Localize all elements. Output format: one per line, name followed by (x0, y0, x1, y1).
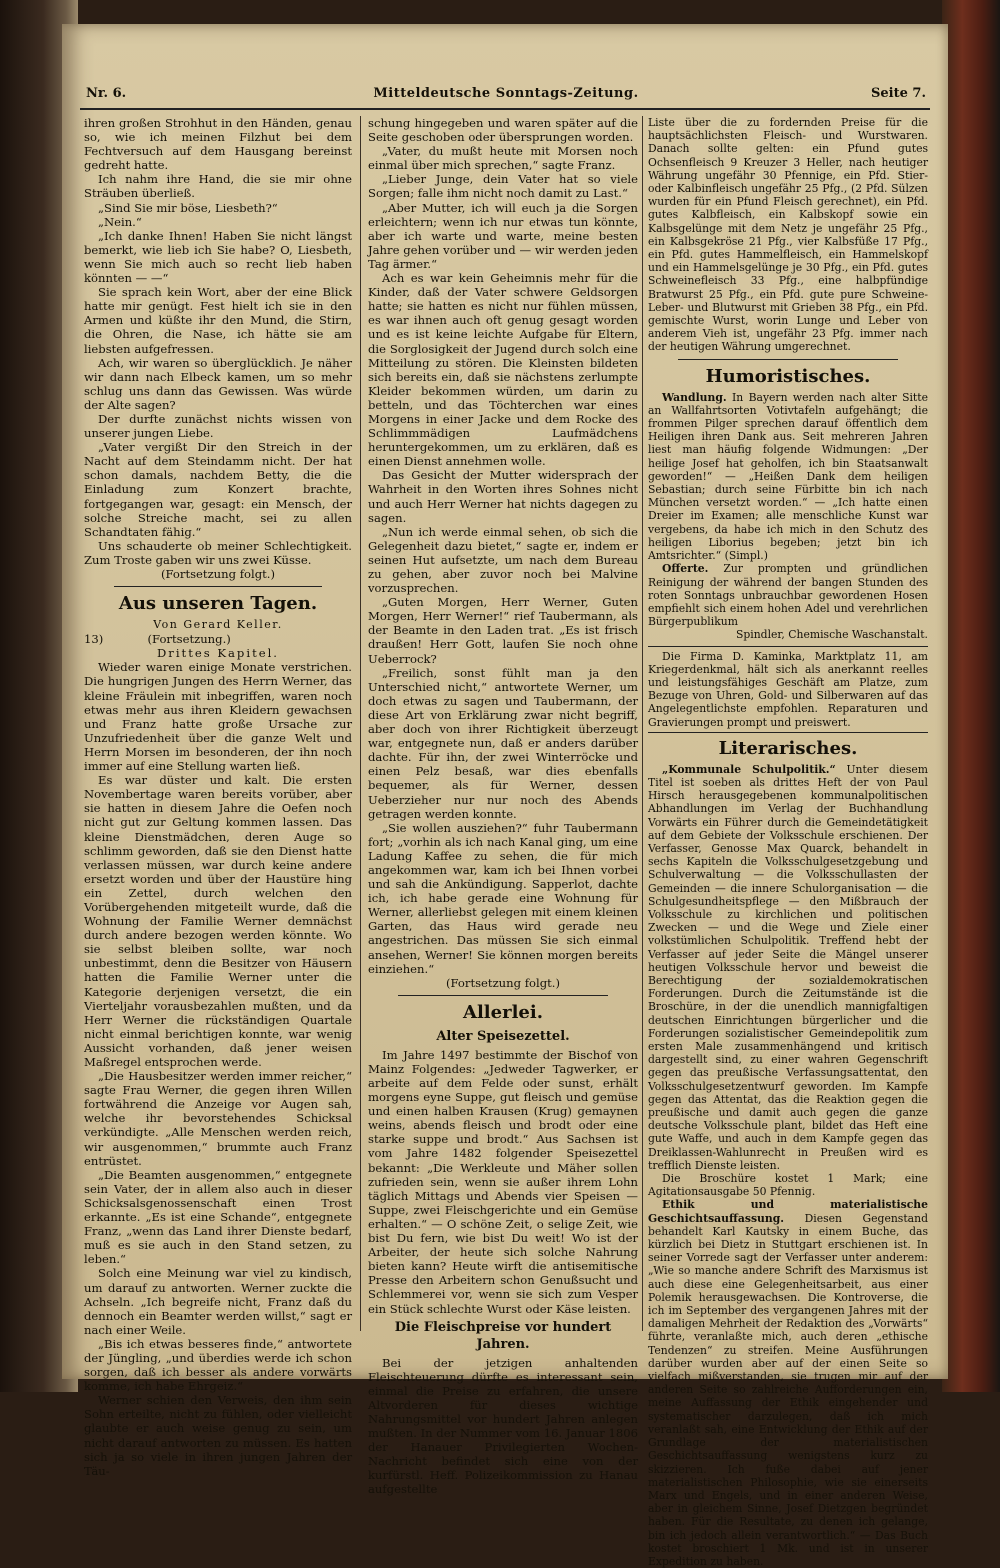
section-rule (114, 586, 322, 587)
paragraph: Sie sprach kein Wort, aber der eine Blick hatte mir genügt. Fest hielt ich sie in den Armen und küßte ihr den Mund, die Stirn, die Ohren, die Nase, ich hätte sie am liebsten aufgefressen. (84, 285, 352, 356)
paragraph: „Lieber Junge, dein Vater hat so viele Sorgen; falle ihm nicht noch damit zu Last.“ (368, 172, 638, 201)
book-cover-edge (942, 0, 1000, 1392)
newspaper-title: Mitteldeutsche Sonntags-Zeitung. (373, 86, 639, 101)
page-number: Seite 7. (871, 86, 926, 101)
paragraph: Werner schien den Verweis, den ihm sein Sohn erteilte, nicht zu fühlen, oder vielleicht glaubte er auch weise genug zu sein, um nicht darauf antworten zu müssen. Es hatten sich ja so viele in ihren jungen Jahren der Täu- (84, 1393, 352, 1478)
page-header (86, 86, 926, 110)
column-1 (84, 116, 352, 1478)
item-lead: „Kommunale Schulpolitik.“ (662, 762, 836, 776)
offerte-signature: Spindler, Chemische Waschanstalt. (735, 628, 928, 642)
paragraph: „Die Beamten ausgenommen,“ entgegnete sein Vater, der in allem also auch in dieser Schicksalsgenossenschaft einen Trost erkannte. „Es ist eine Schande“, entgegnete Franz, „wenn das Land ihrer Dienste bedarf, muß es sie auch in den Stand setzen, zu leben.“ (84, 1167, 352, 1267)
paragraph: „Vater vergißt Dir den Streich in der Nacht auf dem Steindamm nicht. Der hat schon damals, nachdem Betty, die die Einladung zum Konzert brachte, fortgegangen war, gesagt: ein Mensch, der solche Streiche macht, sei zu allen Schandtaten fähig.“ (84, 440, 352, 539)
item-lead: Wandlung. (662, 390, 727, 404)
paragraph: „Sind Sie mir böse, Liesbeth?“ (98, 200, 278, 215)
humoristisches-title: Humoristisches. (705, 365, 871, 387)
paragraph: Die Broschüre kostet 1 Mark; eine Agitationsausgabe 50 Pfennig. (648, 1172, 928, 1199)
item-lead: Offerte. (662, 562, 709, 576)
section-rule (398, 995, 608, 996)
paragraph: Es war düster und kalt. Die ersten Novembertage waren bereits vorüber, aber sie hatten in diesem Jahre die Oefen noch nicht gut zur Geltung kommen lassen. Das kleine Dienstmädchen, deren Auge so schlimm geworden, daß sie den Dienst hatte verlassen müssen, war durch keine andere ersetzt worden und über der Haustüre hing ein Zettel, durch welchen den Vorübergehenden mitgeteilt wurde, daß die Wohnung der Familie Werner demnächst durch andere bezogen werden könnte. Wo sie selbst bleiben sollte, war noch unbestimmt, denn die Besitzer von Häusern hatten die Familie Werner unter die Kategorie derjenigen versetzt, die ein Vierteljahr vorausbezahlen mußten, und da Herr Werner die rückständigen Quartale nicht einmal berichtigen konnte, war wenig Aussicht vorhanden, daß jener weisen Maßregel entsprochen werde. (84, 773, 352, 1069)
fleischpreise-title: Die Fleischpreise vor hundert Jahren. (394, 1319, 612, 1352)
paragraph: schung hingegeben und waren später auf die Seite geschoben oder übersprungen worden. (368, 116, 638, 145)
paragraph: Ach, wir waren so überglücklich. Je näher wir dann nach Elbeck kamen, um so mehr schlug uns dann das Gewissen. Was würde der Alte sagen? (84, 355, 352, 412)
item-text: In Bayern werden nach alter Sitte an Wallfahrtsorten Votivtafeln aufgehängt; die frommen Pilger sprechen darauf öffentlich dem Heiligen ihren Dank aus. Seit mehreren Jahren liest man häufig folgende Widmungen: „Der heilige Josef hat geholfen, ich bin Staatsanwalt geworden!“ — „Heißen Dank dem heiligen Sebastian; durch seine Fürbitte bin ich nach München versetzt worden.“ — „Ich hatte einen Dreier im Examen; alle menschliche Kunst war vergebens, da habe ich mich in den Schutz des heiligen Liborius begeben; jetzt bin ich Amtsrichter.“ (Simpl.) (648, 390, 928, 563)
section-rule (678, 359, 898, 360)
humor-item-offerte (648, 562, 928, 628)
paragraph: „Sie wollen ausziehen?“ fuhr Taubermann fort; „vorhin als ich nach Kanal ging, um eine Ladung Kaffee zu sehen, die für mich angekommen war, kam ich bei Ihnen vorbei und sah die Ankündigung. Sapperlot, dachte ich, ich habe gerade eine Wohnung für Werner, allerliebst gelegen mit einem kleinen Garten, das Haus wird gerade neu angestrichen. Das müssen Sie sich einmal ansehen, Werner! Sie können morgen bereits einziehen.“ (368, 820, 638, 976)
advertisement-box (648, 646, 928, 733)
issue-number: Nr. 6. (86, 86, 127, 101)
paragraph: Uns schauderte ob meiner Schlechtigkeit. Zum Troste gaben wir uns zwei Küsse. (84, 538, 352, 567)
paragraph: Liste über die zu fordernden Preise für die hauptsächlichsten Fleisch- und Wurstwaren. Danach sollte gelten: ein Pfund gutes Ochsenfleisch 9 Kreuzer 3 Heller, nach heutiger Währung ungefähr 30 Pfennige, ein Pfd. Stier- oder Kalbinfleisch ungefähr 25 Pfg., (2 Pfd. Sülzen wurden für ein Pfund Fleisch gerechnet), ein Pfd. gutes Kalbfleisch, ein Kalbskopf sowie ein Kalbsgelünge mit dem Netz je ungefähr 25 Pfg., ein Kalbsgekröse 21 Pfg., vier Kalbsfüße 17 Pfg., ein Pfd. gutes Hammelfleisch, ein Hammelskopf und ein Hammelsgelünge je 30 Pfg., ein Pfd. gutes Schweinefleisch 33 Pfg., eine halbpfündige Bratwurst 25 Pfg., ein Pfd. gute pure Schweine-Leber- und Blutwurst mit Grieben 38 Pfg., ein Pfd. gemischte Wurst, worin Lunge und Leber von anderem Vieh ist, ungefähr 23 Pfg. immer nach der heutigen Währung umgerechnet. (648, 116, 928, 354)
paragraph: Bei der jetzigen anhaltenden Fleischteuerung dürfte es interessant sein, einmal die Preise zu erfahren, die unsere Altvorderen für dieses wichtige Nahrungsmittel vor hundert Jahren anlegen mußten. In der Nummer vom 16. Januar 1806 der Hanauer Privilegierten Wochen-Nachricht befindet sich eine von der kurfürstl. Heff. Polizeikommission zu Hanau aufgestellte (368, 1355, 638, 1497)
paragraph: Ach es war kein Geheimnis mehr für die Kinder, daß der Vater schwere Geldsorgen hatte; sie hatten es nicht nur fühlen müssen, es war ihnen auch oft genug gesagt worden und es ist keine leichte Aufgabe für Eltern, die Sorglosigkeit der Jugend durch solch eine Mitteilung zu stören. Die Kleinsten bildeten sich bereits ein, daß sie nächstens zerlumpte Kleider bekommen würden, um darin zu betteln, und das Töchterchen war eines Morgens in einer Jacke und dem Rocke des Schlimmmädigen Laufmädchens heruntergekommen, um zu erklären, daß es einen Dienst annehmen wolle. (368, 271, 638, 469)
paragraph: „Nein.“ (98, 214, 142, 229)
column-2 (368, 116, 638, 1497)
continuation-note: (Fortsetzung folgt.) (445, 975, 560, 990)
paragraph: „Aber Mutter, ich will euch ja die Sorgen erleichtern; wenn ich nur etwas tun könnte, aber ich warte und warte, meine besten Jahre gehen vorüber und — wir werden jeden Tag ärmer.“ (368, 200, 638, 271)
paragraph: „Die Hausbesitzer werden immer reicher,“ sagte Frau Werner, die gegen ihren Willen fortwährend die Anzeige vor Augen sah, welche ihr bevorstehendes Schicksal verkündigte. „Alle Menschen werden reich, wir ausgenommen,“ brummte auch Franz entrüstet. (84, 1069, 352, 1168)
paragraph: ihren großen Strohhut in den Händen, genau so, wie ich meinen Filzhut bei dem Fechtversuch auf dem Hausgang bereinst gedreht hatte. (84, 116, 352, 173)
paragraph: Ich nahm ihre Hand, die sie mir ohne Sträuben überließ. (84, 172, 352, 201)
item-text: Diesen Gegenstand behandelt Karl Kautsky in einem Buche, das kürzlich bei Dietz in Stuttgart erschienen ist. In seiner Vorrede sagt der Verfasser unter anderem: „Wie so manche andere Schrift des Marxismus ist auch diese eine Gelegenheitsarbeit, aus einer Polemik herausgewachsen. Die Kontroverse, die ich im September des vergangenen Jahres mit der damaligen Mehrheit der Redaktion des „Vorwärts“ führte, veranlaßte mich, auch deren „ethische Tendenzen“ zu streifen. Meine Ausführungen darüber wurden aber auf der einen Seite so vielfach mißverstanden, sie trugen mir auf der anderen Seite so zahlreiche Aufforderungen ein, meine Auffassung der Ethik eingehender und systematischer darzulegen, daß ich mich veranlaßt sah, eine Entwicklung der Ethik auf der Grundlage der materialistischen Geschichtsauffassung wenigstens kurz zu skizzieren. Ich fuße dabei auf jener materialistischen Philosophie, wie sie einerseits Marx und Engels, und in einer anderen Weise, aber in gleichem Sinne, Josef Dietzgen begründet haben. Für die Resultate, zu denen ich gelange, bin ich jedoch allein verantwortlich.“ — Das Buch kostet broschiert 1 Mk. und ist in unserer Expedition zu haben. (648, 1211, 928, 1568)
alter-speisezettel-title: Alter Speisezettel. (436, 1028, 570, 1044)
paragraph: „Vater, du mußt heute mit Morsen noch einmal über mich sprechen,“ sagte Franz. (368, 144, 638, 173)
paragraph: Wieder waren einige Monate verstrichen. Die hungrigen Jungen des Herrn Werner, das kleine Fräulein mit inbegriffen, waren noch etwas mehr aus ihren Kleidern gewachsen und Franz hatte große Ursache zur Unzufriedenheit über die ganze Welt und Herrn Morsen im besonderen, der ihn noch immer auf eine Stellung warten ließ. (84, 660, 352, 774)
paragraph: Im Jahre 1497 bestimmte der Bischof von Mainz Folgendes: „Jedweder Tagwerker, er arbeite auf dem Felde oder sunst, erhält morgens eyne Suppe, gut fleisch und gemüse und einen halben Krausen (Krug) gemaynen weins, abends fleisch und brodt oder eine starke suppe und brodt.“ Aus Sachsen ist vom Jahre 1482 folgender Speisezettel bekannt: „Die Werkleute und Mäher sollen zufrieden sein, wenn sie außer ihrem Lohn täglich Mittags und Abends vier Speisen — Suppe, zwei Fleischgerichte und ein Gemüse erhalten.“ — O schöne Zeit, o selige Zeit, wie bist Du fern, wie bist Du weit! Wo ist der Arbeiter, der heute sich solche Nahrung bieten kann? Heute wirft die antisemitische Presse den Arbeitern schon Genußsucht und Schlemmerei vor, wenn sie sich zum Vesper ein Stück schlechte Wurst oder Käse leisten. (368, 1047, 638, 1316)
review-item-ethik (648, 1198, 928, 1568)
installment-line (84, 632, 352, 646)
paragraph: „Ich danke Ihnen! Haben Sie nicht längst bemerkt, wie lieb ich Sie habe? O, Liesbeth, wenn Sie mich auch so recht lieb haben könnten — —“ (84, 228, 352, 286)
column-divider-2 (642, 116, 643, 1331)
item-lead: Ethik und materialistische Geschichtsauffassung. (648, 1198, 928, 1225)
paragraph: „Nun ich werde einmal sehen, ob sich die Gelegenheit dazu bietet,“ sagte er, indem er seinen Hut aufsetzte, um nach dem Bureau zu gehen, aber zuvor noch bei Malvine vorzusprechen. (368, 524, 638, 596)
humor-item-wandlung (648, 391, 928, 563)
column-3 (648, 116, 928, 1568)
paragraph: „Bis ich etwas besseres finde,“ antwortete der Jüngling, „und überdies werde ich schon sorgen, daß ich besser als andere vorwärts komme, ich habe Ehrgeiz.“ (84, 1336, 352, 1394)
paragraph: „Freilich, sonst fühlt man ja den Unterschied nicht,“ antwortete Werner, um doch etwas zu sagen und Taubermann, der diese Art von Erklärung zwar nicht begriff, aber doch von ihrer Richtigkeit überzeugt war, entgegnete nun, daß er anders darüber dachte. Für ihn, der zwei Winterröcke und einen Pelz besaß, war dies ebenfalls bequemer, als für Werner, dessen Ueberzieher nur nur noch des Abends getragen werden konnte. (368, 665, 638, 821)
chapter-title: Drittes Kapitel. (157, 646, 279, 661)
item-text: Zur prompten und gründlichen Reinigung der während der bangen Stunden des roten Sonntags unbrauchbar gewordenen Hosen empfiehlt sich einem hohen Adel und verehrlichen Bürgerpublikum (648, 562, 928, 629)
story-title: Aus unseren Tagen. (118, 593, 318, 615)
continuation-note: (Fortsetzung.) (147, 632, 231, 647)
installment-number: 13) (84, 632, 104, 647)
allerlei-title: Allerlei. (463, 1001, 543, 1023)
paragraph: Solch eine Meinung war viel zu kindisch, um darauf zu antworten. Werner zuckte die Achseln. „Ich begreife nicht, Franz daß du dennoch ein Beamter werden willst,“ sagt er nach einer Weile. (84, 1266, 352, 1337)
column-divider-1 (360, 116, 361, 1331)
story-byline: Von Gerard Keller. (153, 618, 283, 632)
advertisement-text: Die Firma D. Kaminka, Marktplatz 11, am Kriegerdenkmal, hält sich als anerkannt reelles und leistungsfähiges Geschäft am Platze, zum Bezuge von Uhren, Gold- und Silberwaren auf das Angelegentlichste empfohlen. Reparaturen und Gravierungen prompt und preiswert. (648, 649, 928, 729)
literarisches-title: Literarisches. (718, 737, 858, 759)
paragraph: Das Gesicht der Mutter widersprach der Wahrheit in den Worten ihres Sohnes nicht und auch Herr Werner hat nichts dagegen zu sagen. (368, 468, 638, 525)
paragraph: Der durfte zunächst nichts wissen von unserer jungen Liebe. (84, 411, 352, 441)
continuation-note: (Fortsetzung folgt.) (160, 567, 275, 581)
paragraph: „Guten Morgen, Herr Werner, Guten Morgen, Herr Werner!“ rief Taubermann, als der Beamte in den Laden trat. „Es ist frisch draußen! Herr Gott, laufen Sie noch ohne Ueberrock? (368, 595, 638, 666)
review-item-schulpolitik (648, 763, 928, 1172)
item-text: Unter diesem Titel ist soeben als drittes Heft der von Paul Hirsch herausgegebenen kommunalpolitischen Abhandlungen im Verlag der Buchhandlung Vorwärts ein Führer durch die Gemeindetätigkeit auf dem Gebiete der Volksschule erschienen. Der Verfasser, Genosse Max Quarck, behandelt in sechs Kapiteln die Volksschulgesetzgebung und Schulverwaltung — die Volksschullasten der Gemeinden — die innere Schulorganisation — die Schulgesundheitspflege — den Mißbrauch der Volksschule zu kirchlichen und politischen Zwecken — und die Wege und Ziele einer volkstümlichen Schulpolitik. Treffend hebt der Verfasser auf jeder Seite die Mängel unserer heutigen Volksschule hervor und beweist die Berechtigung der sozialdemokratischen Forderungen. Durch die Zeitumstände ist die Broschüre, in der die unendlich mannigfaltigen deutschen Einrichtungen bürgerlicher und die Forderungen sozialistischer Gemeindepolitik zum ersten Male zusammenhängend und kritisch dargestellt sind, zu einer wahren Gegenschrift gegen das preußische Verfassungsattentat, den Volksschulgesetzentwurf geworden. Im Kampfe gegen das Attentat, das die Reaktion gegen die preußische und damit auch gegen die ganze deutsche Volksschule plant, bildet das Heft eine gute Waffe, und auch in dem Kampfe gegen das Dreiklassen-Wahlunrecht in Preußen wird es trefflich Dienste leisten. (648, 762, 928, 1172)
newspaper-page (62, 24, 948, 1568)
header-rule (80, 108, 930, 110)
